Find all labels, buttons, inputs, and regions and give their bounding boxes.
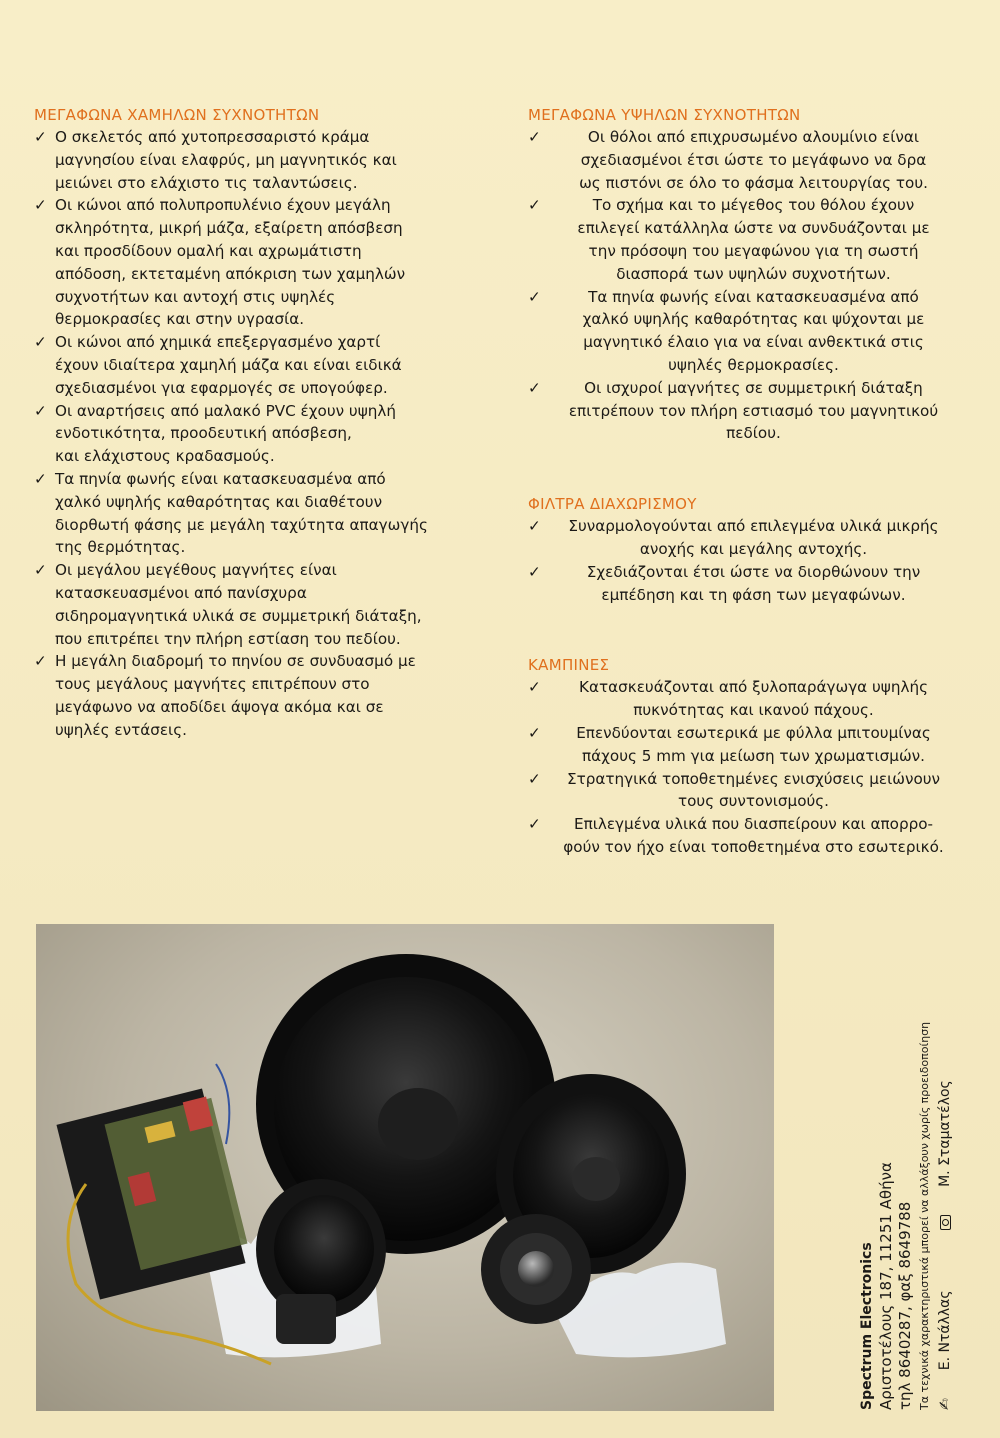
list-item xyxy=(34,650,464,741)
list-item xyxy=(528,515,958,561)
check-icon: ✓ xyxy=(528,678,541,697)
designer-credit xyxy=(937,1262,953,1410)
designer-name: Ε. Ντάλλας xyxy=(937,1290,953,1371)
item-line: πεδίου. xyxy=(726,424,781,443)
item-line: Οι ισχυροί μαγνήτες σε συμμετρική διάταξη xyxy=(584,378,923,397)
item-line: Σχεδιάζονται έτσι ώστε να διορθώνουν την xyxy=(586,562,921,581)
check-icon: ✓ xyxy=(34,128,47,146)
speakers-photo xyxy=(36,924,774,1411)
item-line: την πρόσοψη του μεγαφώνου για τη σωστή xyxy=(588,241,919,260)
item-line: Ο σκελετός από χυτοπρεσσαριστό κράμα xyxy=(55,128,370,146)
brand-name: Spectrum Electronics xyxy=(859,1242,875,1410)
item-line: έχουν ιδιαίτερα χαμηλή μάζα και είναι ειδικά xyxy=(55,355,402,374)
item-line: Επιλεγμένα υλικά που διασπείρουν και απορρο- xyxy=(573,815,934,834)
list-item xyxy=(528,194,958,285)
item-line: μειώνει στο ελάχιστο τις ταλαντώσεις. xyxy=(55,173,358,192)
right-column xyxy=(528,106,958,859)
item-line: τους μεγάλους μαγνήτες επιτρέπουν στο xyxy=(55,675,370,694)
high-frequency-section xyxy=(528,106,958,445)
item-line: Τα πηνία φωνής είναι κατασκευασμένα από xyxy=(588,287,919,306)
item-line: Οι κώνοι από χημικά επεξεργασμένο χαρτί xyxy=(55,333,381,352)
item-line: υψηλές θερμοκρασίες. xyxy=(668,355,839,374)
item-line: που επιτρέπει την πλήρη εστίαση του πεδίου. xyxy=(55,629,401,648)
item-line: επιλεγεί κατάλληλα ώστε να συνδυάζονται με xyxy=(577,219,930,238)
address: Αριστοτέλους 187, 11251 Αθήνα xyxy=(877,1162,895,1410)
check-icon: ✓ xyxy=(34,333,47,352)
item-line: διορθωτή φάσης με μεγάλη ταχύτητα απαγωγής xyxy=(55,515,428,534)
filters-list xyxy=(528,515,958,606)
item-line: τους συντονισμούς. xyxy=(677,792,830,811)
check-icon: ✓ xyxy=(34,196,47,215)
check-icon: ✓ xyxy=(34,401,47,420)
item-line: επιτρέπουν τον πλήρη εστιασμό του μαγνητικού xyxy=(568,401,939,420)
credits-block xyxy=(858,850,968,1410)
item-line: πυκνότητας και ικανού πάχους. xyxy=(633,701,874,720)
cabinets-list xyxy=(528,676,958,858)
item-line: μεγάφωνο να αποδίδει άψογα ακόμα και σε xyxy=(55,697,384,716)
item-line: σιδηρομαγνητικά υλικά σε συμμετρική διάταξη, xyxy=(55,606,422,625)
item-line: ανοχής και μεγάλης αντοχής. xyxy=(639,539,868,558)
cabinets-section xyxy=(528,656,958,858)
check-icon: ✓ xyxy=(528,769,541,788)
item-line: σχεδιασμένοι έτσι ώστε το μεγάφωνο να δρα xyxy=(580,150,927,169)
crossover-filters-section xyxy=(528,495,958,606)
check-icon: ✓ xyxy=(34,561,47,580)
item-line: Οι κώνοι από πολυπροπυλένιο έχουν μεγάλη xyxy=(55,196,391,215)
disclaimer-note: Τα τεχνικά χαρακτηριστικά μπορεί να αλλάξουν χωρίς προειδοποίηση xyxy=(918,1021,931,1410)
list-item xyxy=(34,194,464,331)
item-line: διασπορά των υψηλών συχνοτήτων. xyxy=(616,264,891,283)
item-line: πάχους 5 mm για μείωση των χρωματισμών. xyxy=(581,746,925,765)
check-icon: ✓ xyxy=(528,287,541,306)
list-item xyxy=(528,561,958,607)
item-line: ως πιστόνι σε όλο το φάσμα λειτουργίας του. xyxy=(579,173,928,192)
check-icon: ✓ xyxy=(34,469,47,488)
section-title-filters: ΦΙΛΤΡΑ ΔΙΑΧΩΡΙΣΜΟΥ xyxy=(528,495,697,514)
pen-icon: ✍ xyxy=(937,1398,953,1410)
list-item xyxy=(528,722,958,768)
item-line: κατασκευασμένοι από πανίσχυρα xyxy=(55,583,307,602)
item-line: υψηλές εντάσεις. xyxy=(55,720,187,739)
item-line: ενδοτικότητα, προοδευτική απόσβεση, xyxy=(55,424,352,443)
item-line: και ελάχιστους κραδασμούς. xyxy=(55,447,275,466)
photographer-credit xyxy=(937,1052,953,1230)
check-icon: ✓ xyxy=(528,815,541,834)
list-item xyxy=(528,286,958,377)
list-item xyxy=(34,331,464,399)
item-line: μαγνησίου είναι ελαφρύς, μη μαγνητικός και xyxy=(55,150,397,169)
high-frequency-list xyxy=(528,126,958,445)
check-icon: ✓ xyxy=(528,128,541,146)
item-line: απόδοση, εκτεταμένη απόκριση των χαμηλών xyxy=(55,264,406,283)
item-line: Τα πηνία φωνής είναι κατασκευασμένα από xyxy=(55,469,386,488)
list-item xyxy=(34,559,464,650)
item-line: εμπέδηση και τη φάση των μεγαφώνων. xyxy=(601,585,906,604)
list-item xyxy=(34,468,464,559)
check-icon: ✓ xyxy=(528,723,541,742)
item-line: της θερμότητας. xyxy=(55,538,186,557)
item-line: Οι αναρτήσεις από μαλακό PVC έχουν υψηλή xyxy=(55,401,396,420)
item-line: Επενδύονται εσωτερικά με φύλλα μπιτουμίνας xyxy=(576,723,931,742)
list-item xyxy=(528,768,958,814)
list-item xyxy=(34,126,464,194)
section-title-cabinets: ΚΑΜΠΙΝΕΣ xyxy=(528,656,610,675)
item-line: και προσδίδουν ομαλή και αχρωμάτιστη xyxy=(55,241,362,260)
item-line: σχεδιασμένοι για εφαρμογές σε υπογούφερ. xyxy=(55,378,388,397)
item-line: Οι θόλοι από επιχρυσωμένο αλουμίνιο είναι xyxy=(587,128,920,146)
check-icon: ✓ xyxy=(528,196,541,215)
phone-fax: τηλ 8640287, φαξ 8649788 xyxy=(896,1201,914,1410)
list-item xyxy=(528,126,958,194)
item-line: μαγνητικό έλαιο για να είναι ανθεκτικά στις xyxy=(583,333,924,352)
item-line: Συναρμολογούνται από επιλεγμένα υλικά μικρής xyxy=(568,517,939,536)
photographer-name: Μ. Σταματέλος xyxy=(937,1080,953,1187)
speakers-illustration xyxy=(36,924,774,1411)
check-icon: ✓ xyxy=(528,562,541,581)
list-item xyxy=(34,400,464,468)
list-item xyxy=(528,676,958,722)
low-frequency-list xyxy=(34,126,464,742)
item-line: συχνοτήτων και αντοχή στις υψηλές xyxy=(55,287,336,306)
section-title-low: ΜΕΓΑΦΩΝΑ ΧΑΜΗΛΩΝ ΣΥΧΝΟΤΗΤΩΝ xyxy=(34,106,320,124)
item-line: φούν τον ήχο είναι τοποθετημένα στο εσωτερικό. xyxy=(563,837,944,856)
item-line: Το σχήμα και το μέγεθος του θόλου έχουν xyxy=(592,196,915,215)
item-line: Η μεγάλη διαδρομή το πηνίου σε συνδυασμό με xyxy=(55,652,416,671)
item-line: χαλκό υψηλής καθαρότητας και ψύχονται με xyxy=(582,310,925,329)
item-line: θερμοκρασίες και στην υγρασία. xyxy=(55,310,305,329)
camera-icon xyxy=(940,1215,951,1230)
item-line: Κατασκευάζονται από ξυλοπαράγωγα υψηλής xyxy=(579,678,928,697)
section-title-high: ΜΕΓΑΦΩΝΑ ΥΨΗΛΩΝ ΣΥΧΝΟΤΗΤΩΝ xyxy=(528,106,801,124)
item-line: Στρατηγικά τοποθετημένες ενισχύσεις μειώνουν xyxy=(566,769,941,788)
list-item xyxy=(528,377,958,445)
item-line: χαλκό υψηλής καθαρότητας και διαθέτουν xyxy=(55,492,383,511)
low-frequency-section xyxy=(34,106,464,742)
check-icon: ✓ xyxy=(528,378,541,397)
check-icon: ✓ xyxy=(528,517,541,536)
item-line: σκληρότητα, μικρή μάζα, εξαίρετη απόσβεση xyxy=(55,219,403,238)
check-icon: ✓ xyxy=(34,652,47,671)
credits-people xyxy=(936,850,955,1410)
item-line: Οι μεγάλου μεγέθους μαγνήτες είναι xyxy=(55,561,337,580)
